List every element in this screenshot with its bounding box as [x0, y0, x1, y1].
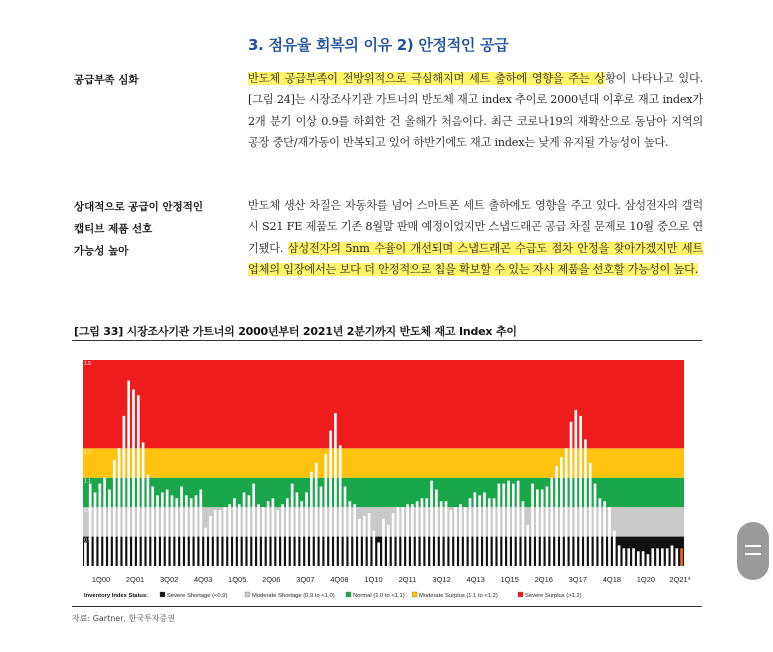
x-tick-label: 3Q17 — [568, 575, 588, 584]
data-bar — [99, 484, 102, 566]
data-bar — [349, 501, 352, 566]
data-bar — [214, 510, 217, 566]
data-bar — [219, 510, 222, 566]
data-bar — [142, 442, 145, 566]
data-bar — [488, 498, 491, 566]
legend-label: Severe Surplus (>1.2) — [525, 593, 582, 599]
x-tick-label: 1Q15 — [500, 575, 519, 584]
data-bar — [377, 542, 380, 566]
paragraph-supply-shortage — [248, 68, 703, 154]
data-bar — [209, 516, 212, 566]
x-tick-label: 1Q05 — [228, 575, 247, 584]
data-bar — [272, 498, 275, 566]
data-bar — [151, 487, 154, 566]
data-bar — [613, 531, 616, 566]
data-bar — [166, 489, 169, 566]
band-rect — [83, 448, 684, 477]
data-bar — [324, 454, 327, 566]
data-bar — [512, 484, 515, 566]
data-bar — [401, 507, 404, 566]
data-bar — [469, 498, 472, 566]
legend-label: Severe Shortage (<0.9) — [167, 593, 228, 599]
data-bar — [334, 413, 337, 566]
data-bar — [584, 439, 587, 566]
scroll-handle[interactable] — [737, 522, 769, 580]
data-bar — [195, 495, 198, 566]
paragraph-captive-preference — [248, 195, 703, 281]
x-tick-label: 4Q03 — [193, 575, 213, 584]
data-bar — [185, 495, 188, 566]
data-bar — [310, 472, 313, 566]
data-bar — [339, 445, 342, 566]
x-tick-label: 3Q12 — [432, 575, 451, 584]
data-bar — [502, 484, 505, 566]
figure-title: [그림 33] 시장조사기관 가트너의 2000년부터 2021년 2분기까지 반도체 재고 Index 추이 — [74, 325, 517, 338]
data-bar — [575, 410, 578, 566]
data-bar — [666, 548, 669, 566]
legend-swatch — [412, 592, 417, 597]
data-bar — [550, 478, 553, 566]
section-label-line: 상대적으로 공급이 안정적인 — [74, 201, 204, 213]
data-bar — [329, 431, 332, 566]
band-rect — [83, 360, 684, 448]
x-tick-label: 2Q06 — [262, 575, 281, 584]
legend-title: Inventory Index Status: — [84, 593, 149, 599]
data-bar — [474, 492, 477, 566]
data-bar — [517, 481, 520, 566]
data-bar — [238, 504, 241, 566]
x-tick-label: 3Q02 — [159, 575, 179, 584]
data-bar — [435, 489, 438, 566]
data-bar — [233, 498, 236, 566]
data-bar — [454, 507, 457, 566]
data-bar — [632, 548, 635, 566]
data-bar — [118, 448, 121, 566]
data-bar — [651, 548, 654, 566]
data-bar — [171, 495, 174, 566]
data-bar — [84, 542, 87, 566]
x-tick-label: 4Q13 — [466, 575, 485, 584]
data-bar — [541, 489, 544, 566]
data-bar — [276, 510, 279, 566]
highlighted-text: 삼성전자의 5nm 수율이 개선되며 스냅드래곤 수급도 점차 안정을 찾아가겠지만 세트 업체의 입장에서는 보다 더 안정적으로 칩을 확보할 수 있는 자사 제품을 선호할 가능성이 높다. — [248, 241, 703, 277]
y-tick-label: 1.0 — [84, 508, 91, 515]
data-bar — [368, 513, 371, 566]
data-bar — [637, 551, 640, 566]
data-bar — [647, 554, 650, 566]
data-bar — [397, 507, 400, 566]
data-bar — [421, 498, 424, 566]
legend-label: Moderate Surplus (1.1 to <1.2) — [419, 593, 498, 599]
data-bar — [262, 507, 265, 566]
data-bar — [478, 495, 481, 566]
data-bar — [243, 492, 246, 566]
data-bar — [579, 416, 582, 566]
data-bar — [382, 519, 385, 566]
data-bar — [449, 510, 452, 566]
data-bar — [103, 478, 106, 566]
data-bar — [618, 545, 621, 566]
data-bar — [623, 548, 626, 566]
data-bar — [248, 495, 251, 566]
x-tick-label: 2Q16 — [534, 575, 553, 584]
data-bar — [161, 492, 164, 566]
data-bar — [430, 481, 433, 566]
data-bar — [425, 498, 428, 566]
body-text: 반도체 생산 차질은 자동차를 넘어 스마트폰 세트 출하에도 영향을 주고 있다. 삼성전자의 갤럭시 S21 FE 제품도 기존 8월말 판매 예정이었지만 스냅드래곤 공급 차질 문제로 10월 중으로 연기됐다. — [248, 199, 703, 255]
data-bar — [89, 484, 92, 566]
x-tick-label: 3Q07 — [296, 575, 315, 584]
data-bar — [522, 501, 525, 566]
figure-bottom-rule — [72, 606, 702, 607]
grip-line-icon — [745, 545, 761, 547]
data-bar — [127, 381, 130, 566]
grip-line-icon — [745, 553, 761, 555]
data-bar — [603, 501, 606, 566]
data-bar — [642, 551, 645, 566]
page-title: 3. 점유율 회복의 이유 2) 안정적인 공급 — [248, 36, 509, 54]
legend-swatch — [346, 592, 351, 597]
data-bar — [411, 504, 414, 566]
data-bar — [531, 484, 534, 566]
data-bar — [123, 416, 126, 566]
x-tick-label: 2Q11 — [398, 575, 417, 584]
body-text: 황이 나타나고 있다. [그림 24]는 시장조사기관 가트너의 반도체 재고 index 추이로 2000년대 이후로 재고 index가 2개 분기 이상 0.9를 하회한 건 올해가 처음이다. 최근 코로나19의 재확산으로 동남아 지역의 공장 중단/재가동이 반복되고 있어 하반기에도 재고 index는 낮게 유지될 가능성이 높다. — [248, 72, 703, 150]
x-tick-label: 4Q18 — [602, 575, 622, 584]
section-label-line: 캡티브 제품 선호 — [74, 223, 153, 235]
data-bar — [570, 422, 573, 566]
data-bar — [94, 492, 97, 566]
section-label-supply-shortage — [74, 69, 139, 91]
data-bar — [445, 501, 448, 566]
data-bar — [320, 487, 323, 566]
data-bar — [228, 504, 231, 566]
y-tick-label: 0.9 — [84, 537, 91, 544]
data-bar — [224, 507, 227, 566]
data-bar — [608, 507, 611, 566]
data-bar — [199, 489, 202, 566]
data-bar — [257, 504, 260, 566]
data-bar — [108, 489, 111, 566]
x-tick-label: 1Q20 — [636, 575, 656, 584]
data-bar — [656, 548, 659, 566]
data-bar — [589, 463, 592, 566]
data-bar — [147, 475, 150, 566]
data-bar — [267, 501, 270, 566]
inventory-index-chart — [72, 344, 702, 606]
data-bar — [296, 492, 299, 566]
data-bar — [498, 484, 501, 566]
data-bar — [661, 548, 664, 566]
figure-top-rule — [72, 340, 702, 341]
legend-swatch — [160, 592, 165, 597]
data-bar — [305, 492, 308, 566]
section-label-line: 가능성 높아 — [74, 245, 129, 257]
data-bar — [599, 498, 602, 566]
data-bar — [358, 519, 361, 566]
data-bar — [546, 487, 549, 566]
data-bar — [132, 389, 135, 566]
highlighted-text: 반도체 공급부족이 전방위적으로 극심해지며 세트 출하에 영향을 주는 상 — [248, 72, 606, 85]
legend-swatch — [518, 592, 523, 597]
data-bar — [180, 487, 183, 566]
data-bar — [387, 525, 390, 566]
data-bar — [156, 495, 159, 566]
data-bar — [680, 548, 683, 566]
data-bar — [627, 548, 630, 566]
x-tick-label: 2Q21* — [669, 575, 691, 584]
data-bar — [190, 498, 193, 566]
data-bar — [416, 501, 419, 566]
data-bar — [392, 513, 395, 566]
x-tick-label: 4Q08 — [330, 575, 349, 584]
data-bar — [536, 489, 539, 566]
data-bar — [440, 501, 443, 566]
section-label-captive-preference — [74, 196, 203, 262]
source-note: 자료: Gartner, 한국투자증권 — [72, 614, 175, 623]
data-bar — [113, 460, 116, 566]
data-bar — [300, 501, 303, 566]
data-bar — [281, 504, 284, 566]
x-tick-label: 1Q10 — [364, 575, 383, 584]
data-bar — [671, 545, 674, 566]
data-bar — [507, 481, 510, 566]
data-bar — [204, 528, 207, 566]
data-bar — [560, 457, 563, 566]
data-bar — [137, 395, 140, 566]
legend-swatch — [245, 592, 250, 597]
data-bar — [291, 484, 294, 566]
y-tick-label: 1.5 — [84, 361, 91, 367]
data-bar — [594, 484, 597, 566]
data-bar — [464, 507, 467, 566]
data-bar — [344, 487, 347, 566]
data-bar — [483, 492, 486, 566]
data-bar — [373, 531, 376, 566]
section-label-line: 공급부족 심화 — [74, 74, 139, 86]
data-bar — [315, 463, 318, 566]
x-tick-label: 2Q01 — [125, 575, 145, 584]
legend-label: Normal (1.0 to <1.1) — [353, 593, 405, 599]
data-bar — [459, 504, 462, 566]
y-tick-label: 1.2 — [84, 449, 91, 456]
legend-label: Moderate Shortage (0.9 to <1.0) — [252, 593, 335, 599]
data-bar — [363, 516, 366, 566]
x-tick-label: 1Q00 — [91, 575, 111, 584]
data-bar — [252, 484, 255, 566]
data-bar — [555, 466, 558, 566]
data-bar — [175, 498, 178, 566]
data-bar — [565, 448, 568, 566]
y-tick-label: 0.8 — [84, 567, 91, 573]
data-bar — [406, 504, 409, 566]
data-bar — [353, 504, 356, 566]
data-bar — [493, 498, 496, 566]
data-bar — [286, 498, 289, 566]
data-bar — [675, 548, 678, 566]
y-tick-label: 1.1 — [84, 478, 91, 485]
data-bar — [526, 525, 529, 566]
